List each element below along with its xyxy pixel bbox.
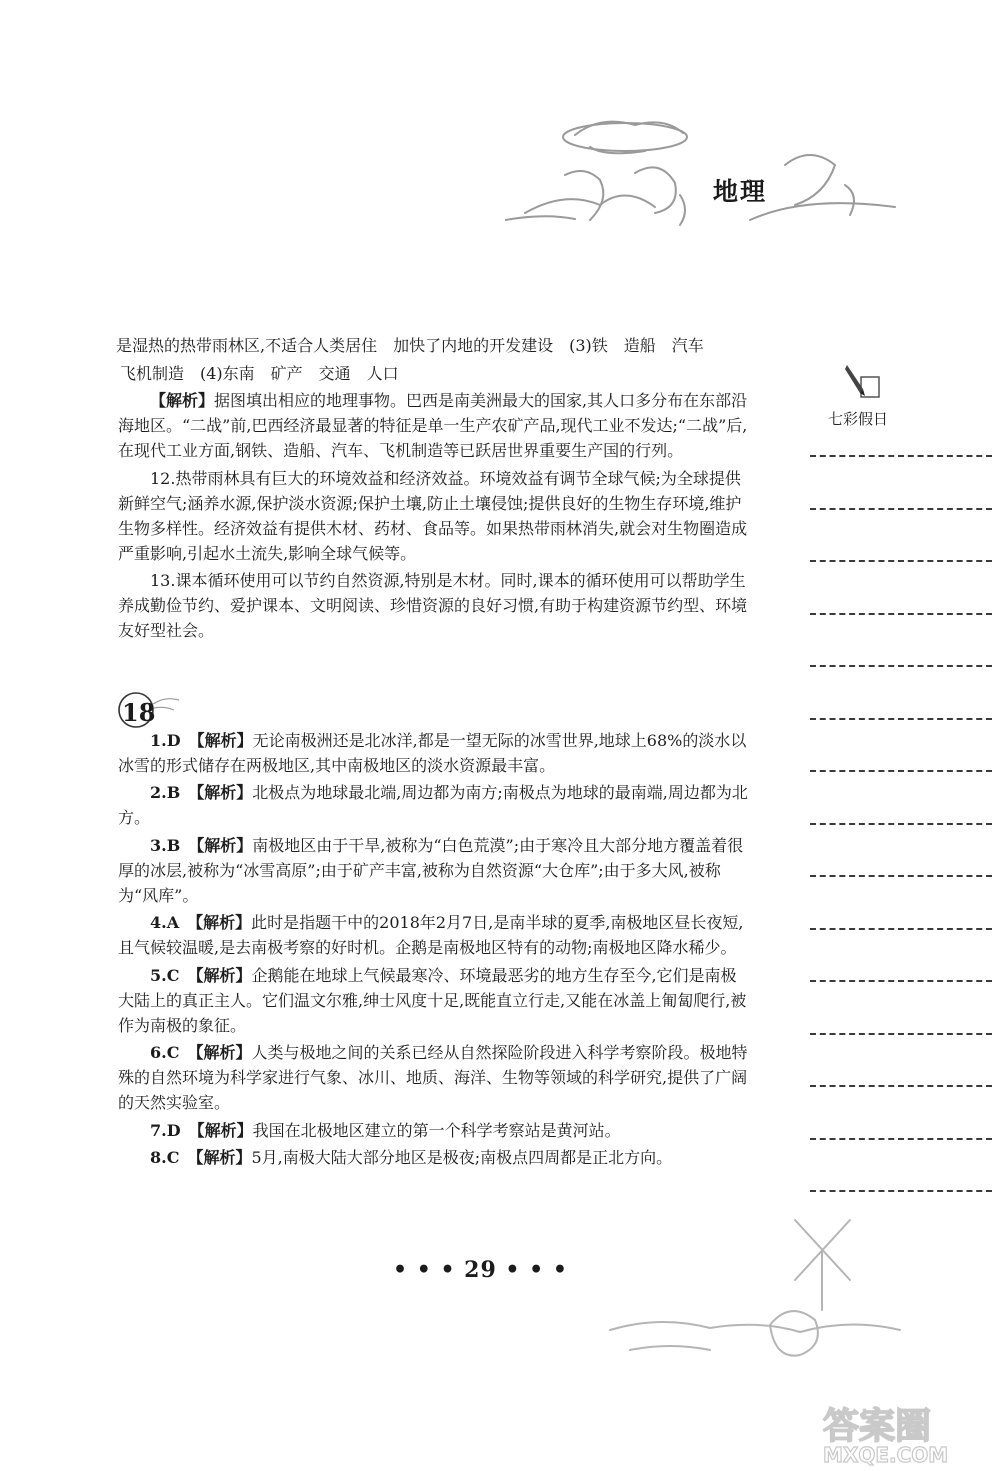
note-line	[810, 1085, 992, 1087]
analysis-tag: 【解析】	[195, 965, 252, 985]
section-number: 18	[122, 698, 156, 727]
analysis-tag: 【解析】	[196, 835, 253, 855]
note-line	[810, 718, 992, 720]
footer-decoration-art	[600, 1200, 920, 1370]
note-line	[810, 1138, 992, 1140]
answer-text: 5月,南极大陆大部分地区是极夜;南极点四周都是正北方向。	[251, 1148, 673, 1167]
answer-text: 人类与极地之间的关系已经从自然探险阶段进入科学考察阶段。极地特殊的自然环境为科学家进行气象、冰川、地质、海洋、生物等领域的科学研究,提供了广阔的天然实验室。	[118, 1043, 748, 1112]
intro-line-2: 飞机制造 (4)东南 矿产 交通 人口	[120, 363, 399, 383]
sidebar-title: 七彩假日	[828, 410, 889, 428]
note-line	[810, 560, 992, 562]
pen-icon	[843, 363, 881, 403]
analysis-tag: 【解析】	[196, 1120, 253, 1140]
answer-item	[118, 963, 750, 1038]
answer-text: 北极点为地球最北端,周边都为南方;南极点为地球的最南端,周边都为北方。	[118, 783, 748, 827]
explanation-11-text: 据图填出相应的地理事物。巴西是南美洲最大的国家,其人口多分布在东部沿海地区。“二战”前,巴西经济最显著的特征是单一生产农矿产品,现代工业不发达;“二战”后,在现代工业方面,钢铁、造船、汽车、飞机制造等已跃居世界重要生产国的行列。	[118, 391, 748, 460]
answer-item	[118, 728, 750, 778]
watermark-url: MXQE.COM	[823, 1443, 949, 1466]
analysis-tag: 【解析】	[195, 913, 252, 932]
note-line	[810, 455, 992, 457]
header-decoration-art	[505, 95, 900, 245]
answer-number: 7.D	[150, 1120, 181, 1140]
subject-title: 地理	[713, 177, 768, 206]
note-line	[810, 875, 992, 877]
analysis-tag: 【解析】	[196, 730, 253, 750]
note-line	[810, 823, 992, 825]
answer-text: 此时是指题干中的2018年2月7日,是南半球的夏季,南极地区昼长夜短,且气候较温暖,是去南极考察的好时机。企鹅是南极地区特有的动物;南极地区降水稀少。	[118, 913, 744, 957]
note-line	[810, 1190, 992, 1192]
answer-13: 13.课本循环使用可以节约自然资源,特别是木材。同时,课本的循环使用可以帮助学生养成勤俭节约、爱护课本、文明阅读、珍惜资源的良好习惯,有助于构建资源节约型、环境友好型社会。	[118, 571, 748, 640]
note-line	[810, 1033, 992, 1035]
answer-number: 3.B	[150, 835, 181, 855]
intro-line-1: 是湿热的热带雨林区,不适合人类居住 加快了内地的开发建设 (3)铁 造船 汽车	[116, 336, 704, 355]
page-number: • • • 29 • • •	[393, 1257, 568, 1283]
answer-item	[118, 1118, 750, 1143]
answer-number: 5.C	[150, 965, 180, 985]
answer-text: 无论南极洲还是北冰洋,都是一望无际的冰雪世界,地球上68%的淡水以冰雪的形式储存在两极地区,其中南极地区的淡水资源最丰富。	[118, 730, 747, 775]
note-line	[810, 928, 992, 930]
note-line	[810, 613, 992, 615]
analysis-tag: 【解析】	[196, 783, 253, 802]
answer-item	[118, 1145, 750, 1170]
main-content	[118, 333, 750, 1173]
watermark-logo	[820, 1400, 995, 1466]
explanation-11	[118, 388, 750, 463]
analysis-tag: 【解析】	[195, 1043, 252, 1062]
answer-12: 12.热带雨林具有巨大的环境效益和经济效益。环境效益有调节全球气候;为全球提供新鲜空气;涵养水源,保护淡水资源;保护土壤,防止土壤侵蚀;提供良好的生物生存环境,维护生物多样性。经济效益有提供木材、药材、食品等。如果热带雨林消失,就会对生物圈造成严重影响,引起水土流失,影响全球气候等。	[118, 468, 748, 563]
analysis-tag: 【解析】	[150, 391, 215, 410]
note-line	[810, 508, 992, 510]
answer-item	[118, 780, 750, 830]
answer-number: 6.C	[150, 1043, 180, 1062]
watermark-text: 答案圈	[823, 1406, 932, 1447]
analysis-tag: 【解析】	[195, 1148, 252, 1167]
answer-item	[118, 833, 750, 908]
answer-number: 8.C	[150, 1148, 180, 1167]
answer-number: 4.A	[150, 913, 180, 932]
answer-text: 南极地区由于干旱,被称为“白色荒漠”;由于寒冷且大部分地方覆盖着很厚的冰层,被称为“冰雪高原”;由于矿产丰富,被称为自然资源“大仓库”;由于多大风,被称为“风库”。	[118, 835, 744, 905]
note-line	[810, 665, 992, 667]
answer-text: 我国在北极地区建立的第一个科学考察站是黄河站。	[252, 1120, 621, 1140]
answer-text: 企鹅能在地球上气候最寒冷、环境最恶劣的地方生存至今,它们是南极大陆上的真正主人。它们温文尔雅,绅士风度十足,既能直立行走,又能在冰盖上匍匐爬行,被作为南极的象征。	[118, 965, 747, 1035]
section-spacer	[118, 646, 750, 728]
answer-item	[118, 1040, 750, 1115]
note-line	[810, 980, 992, 982]
answer-item	[118, 910, 750, 960]
note-line	[810, 770, 992, 772]
answer-number: 1.D	[150, 730, 181, 750]
answer-number: 2.B	[150, 783, 181, 802]
